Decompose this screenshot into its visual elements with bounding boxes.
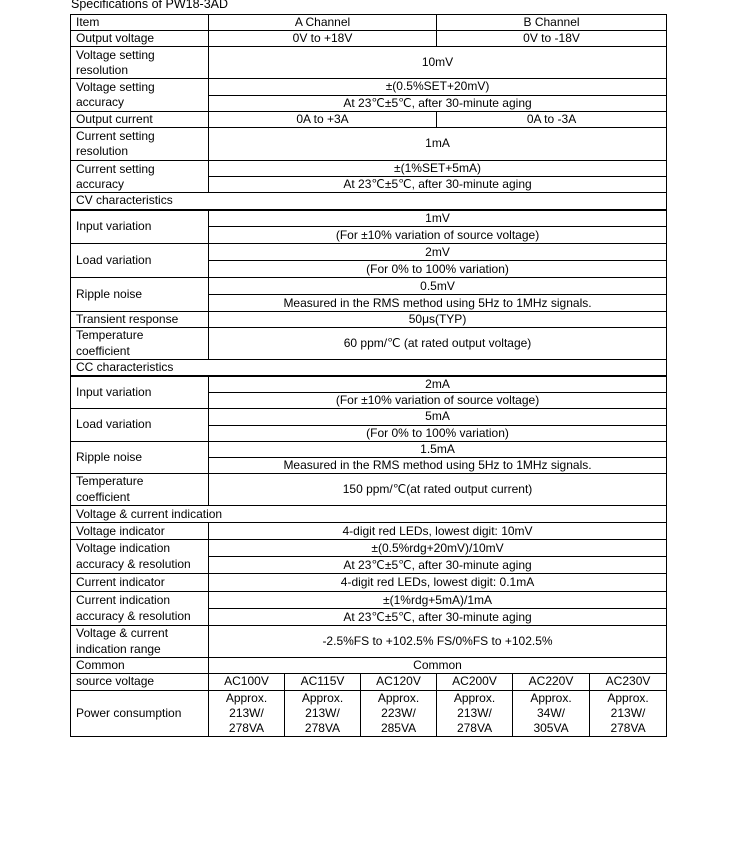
current-setting-resolution-label: Current setting resolution [71, 128, 209, 161]
cc-section-heading: CC characteristics [71, 359, 667, 376]
cv-transient-response-label: Transient response [71, 312, 209, 328]
indication-range-label: Voltage & current indication range [71, 626, 209, 658]
output-voltage-b: 0V to -18V [437, 31, 667, 47]
current-setting-accuracy-line2: At 23℃±5℃, after 30-minute aging [209, 177, 667, 193]
voltage-setting-accuracy-label: Voltage setting accuracy [71, 79, 209, 111]
voltage-indication-accuracy-label: Voltage indication accuracy & resolution [71, 540, 209, 574]
cc-input-variation-label: Input variation [71, 376, 209, 409]
common-value: Common [209, 658, 667, 674]
a-channel-header: A Channel [209, 15, 437, 31]
cc-load-variation-line2: (For 0% to 100% variation) [209, 425, 667, 441]
current-setting-accuracy-label: Current setting accuracy [71, 161, 209, 193]
spec-table [70, 14, 667, 737]
current-indication-accuracy-line2: At 23℃±5℃, after 30-minute aging [209, 609, 667, 626]
output-voltage-a: 0V to +18V [209, 31, 437, 47]
source-voltage-cell: AC200V [437, 674, 513, 690]
cv-ripple-noise-label: Ripple noise [71, 278, 209, 312]
cv-temperature-coefficient-label: Temperature coefficient [71, 328, 209, 359]
power-consumption-cell: Approx. 223W/ 285VA [361, 690, 437, 737]
cc-input-variation-line2: (For ±10% variation of source voltage) [209, 393, 667, 409]
cc-temperature-coefficient-label: Temperature coefficient [71, 474, 209, 506]
current-indication-accuracy-label: Current indication accuracy & resolution [71, 592, 209, 626]
power-consumption-cell: Approx. 34W/ 305VA [513, 690, 590, 737]
cc-ripple-noise-label: Ripple noise [71, 441, 209, 473]
cv-input-variation-line2: (For ±10% variation of source voltage) [209, 227, 667, 244]
voltage-indication-accuracy-line2: At 23℃±5℃, after 30-minute aging [209, 557, 667, 574]
source-voltage-cell: AC220V [513, 674, 590, 690]
item-header: Item [71, 15, 209, 31]
indication-section-heading: Voltage & current indication [71, 506, 667, 523]
cc-temperature-coefficient-value: 150 ppm/℃(at rated output current) [209, 474, 667, 506]
cc-load-variation-label: Load variation [71, 409, 209, 441]
current-setting-accuracy-line1: ±(1%SET+5mA) [209, 161, 667, 177]
voltage-indicator-value: 4-digit red LEDs, lowest digit: 10mV [209, 523, 667, 540]
output-current-a: 0A to +3A [209, 111, 437, 127]
source-voltage-cell: AC230V [590, 674, 667, 690]
voltage-setting-accuracy-line2: At 23℃±5℃, after 30-minute aging [209, 95, 667, 111]
output-current-label: Output current [71, 111, 209, 127]
current-indication-accuracy-line1: ±(1%rdg+5mA)/1mA [209, 592, 667, 609]
current-indicator-label: Current indicator [71, 574, 209, 592]
table-caption: Specifications of PW18-3AD [71, 0, 229, 11]
voltage-indication-accuracy-line1: ±(0.5%rdg+20mV)/10mV [209, 540, 667, 557]
cv-temperature-coefficient-value: 60 ppm/℃ (at rated output voltage) [209, 328, 667, 359]
cv-ripple-noise-line2: Measured in the RMS method using 5Hz to 1MHz signals. [209, 295, 667, 312]
source-voltage-cell: AC120V [361, 674, 437, 690]
power-consumption-cell: Approx. 213W/ 278VA [437, 690, 513, 737]
power-consumption-cell: Approx. 213W/ 278VA [209, 690, 285, 737]
voltage-setting-resolution-label: Voltage setting resolution [71, 47, 209, 79]
cv-load-variation-line1: 2mV [209, 244, 667, 261]
output-voltage-label: Output voltage [71, 31, 209, 47]
cc-load-variation-line1: 5mA [209, 409, 667, 425]
voltage-setting-resolution-value: 10mV [209, 47, 667, 79]
cv-load-variation-line2: (For 0% to 100% variation) [209, 261, 667, 278]
current-setting-resolution-value: 1mA [209, 128, 667, 161]
power-consumption-cell: Approx. 213W/ 278VA [590, 690, 667, 737]
cc-input-variation-line1: 2mA [209, 376, 667, 393]
source-voltage-cell: AC115V [285, 674, 361, 690]
source-voltage-label: source voltage [71, 674, 209, 690]
cv-load-variation-label: Load variation [71, 244, 209, 278]
source-voltage-cell: AC100V [209, 674, 285, 690]
power-consumption-label: Power consumption [71, 690, 209, 737]
b-channel-header: B Channel [437, 15, 667, 31]
voltage-setting-accuracy-line1: ±(0.5%SET+20mV) [209, 79, 667, 95]
cv-input-variation-label: Input variation [71, 210, 209, 244]
common-label: Common [71, 658, 209, 674]
cc-ripple-noise-line2: Measured in the RMS method using 5Hz to 1MHz signals. [209, 457, 667, 473]
power-consumption-cell: Approx. 213W/ 278VA [285, 690, 361, 737]
cc-ripple-noise-line1: 1.5mA [209, 441, 667, 457]
cv-ripple-noise-line1: 0.5mV [209, 278, 667, 295]
voltage-indicator-label: Voltage indicator [71, 523, 209, 540]
output-current-b: 0A to -3A [437, 111, 667, 127]
current-indicator-value: 4-digit red LEDs, lowest digit: 0.1mA [209, 574, 667, 592]
indication-range-value: -2.5%FS to +102.5% FS/0%FS to +102.5% [209, 626, 667, 658]
cv-transient-response-value: 50μs(TYP) [209, 312, 667, 328]
cv-input-variation-line1: 1mV [209, 210, 667, 227]
cv-section-heading: CV characteristics [71, 193, 667, 210]
